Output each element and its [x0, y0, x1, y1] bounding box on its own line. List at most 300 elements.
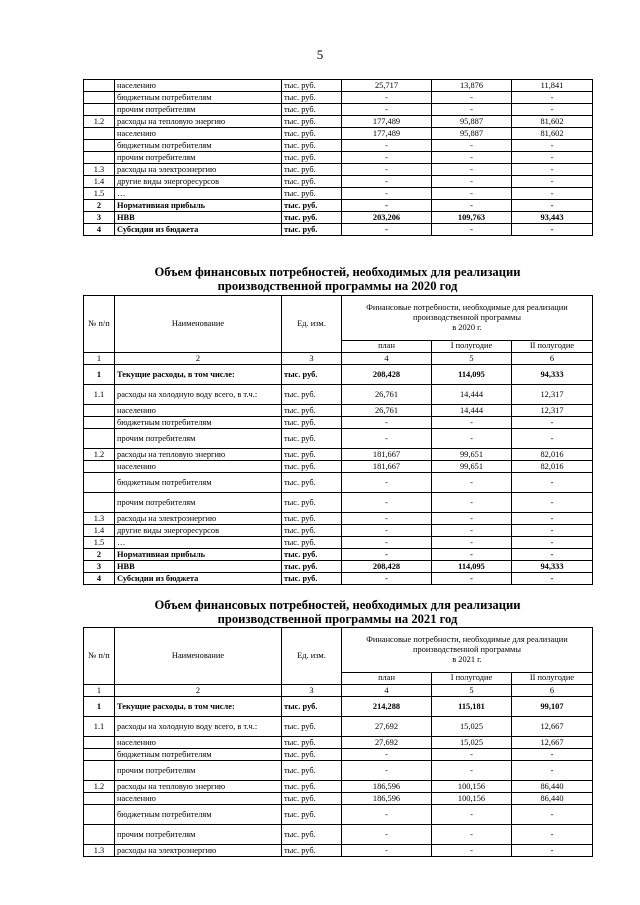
row-second-half-value: -: [512, 473, 593, 493]
row-name: другие виды энергоресурсов: [115, 176, 282, 188]
row-plan-value: -: [342, 473, 432, 493]
row-unit: тыс. руб.: [282, 200, 342, 212]
row-first-half-value: 109,763: [432, 212, 512, 224]
finance-table-2020: [83, 295, 593, 585]
row-first-half-value: -: [432, 761, 512, 781]
row-first-half-value: 100,156: [432, 793, 512, 805]
row-name: бюджетным потребителям: [115, 805, 282, 825]
row-unit: тыс. руб.: [282, 573, 342, 585]
table-row: [84, 805, 593, 825]
row-plan-value: -: [342, 805, 432, 825]
row-first-half-value: -: [432, 164, 512, 176]
row-second-half-value: 12,317: [512, 385, 593, 405]
row-unit: тыс. руб.: [282, 188, 342, 200]
header-group-line3: в 2020 г.: [452, 322, 482, 332]
header-group-line1: Финансовые потребности, необходимые для реализации: [366, 302, 568, 312]
row-plan-value: -: [342, 761, 432, 781]
row-unit: тыс. руб.: [282, 449, 342, 461]
row-name: расходы на тепловую энергию: [115, 449, 282, 461]
row-unit: тыс. руб.: [282, 92, 342, 104]
row-number: [84, 737, 115, 749]
row-unit: тыс. руб.: [282, 417, 342, 429]
row-first-half-value: 115,181: [432, 697, 512, 717]
row-name: расходы на электроэнергию: [115, 513, 282, 525]
row-number: [84, 493, 115, 513]
row-unit: тыс. руб.: [282, 461, 342, 473]
row-unit: тыс. руб.: [282, 405, 342, 417]
row-unit: тыс. руб.: [282, 140, 342, 152]
row-first-half-value: -: [432, 200, 512, 212]
header-h2: II полугодие: [512, 340, 593, 352]
row-first-half-value: 95,887: [432, 128, 512, 140]
row-second-half-value: -: [512, 104, 593, 116]
row-unit: тыс. руб.: [282, 212, 342, 224]
section-title-2020: [83, 265, 592, 293]
row-unit: тыс. руб.: [282, 845, 342, 857]
row-second-half-value: -: [512, 749, 593, 761]
section-title-2020-line2: производственной программы на 2020 год: [217, 279, 458, 293]
row-name: расходы на электроэнергию: [115, 845, 282, 857]
row-first-half-value: -: [432, 513, 512, 525]
row-name: расходы на тепловую энергию: [115, 781, 282, 793]
table-row: [84, 461, 593, 473]
table-row: [84, 405, 593, 417]
table-row: [84, 417, 593, 429]
row-number: [84, 473, 115, 493]
row-unit: тыс. руб.: [282, 513, 342, 525]
row-number: [84, 805, 115, 825]
row-unit: тыс. руб.: [282, 737, 342, 749]
row-number: [84, 429, 115, 449]
row-first-half-value: 14,444: [432, 405, 512, 417]
row-number: 1: [84, 365, 115, 385]
row-name: населению: [115, 737, 282, 749]
header-h1: I полугодие: [432, 340, 512, 352]
row-unit: тыс. руб.: [282, 164, 342, 176]
header-unit: Ед. изм.: [282, 296, 342, 353]
col-number: 2: [115, 685, 282, 697]
row-plan-value: 208,428: [342, 365, 432, 385]
row-number: 1.2: [84, 781, 115, 793]
row-first-half-value: 114,095: [432, 561, 512, 573]
row-number: [84, 128, 115, 140]
row-number: 1: [84, 697, 115, 717]
row-unit: тыс. руб.: [282, 781, 342, 793]
row-number: 1.4: [84, 176, 115, 188]
col-number: 3: [282, 685, 342, 697]
row-second-half-value: -: [512, 549, 593, 561]
row-plan-value: -: [342, 429, 432, 449]
row-number: 2: [84, 549, 115, 561]
row-plan-value: -: [342, 140, 432, 152]
header-name: Наименование: [115, 628, 282, 685]
table-row: [84, 429, 593, 449]
table-row: [84, 104, 593, 116]
row-first-half-value: -: [432, 749, 512, 761]
row-second-half-value: -: [512, 92, 593, 104]
row-first-half-value: -: [432, 188, 512, 200]
row-number: 1.1: [84, 717, 115, 737]
row-plan-value: -: [342, 188, 432, 200]
row-first-half-value: -: [432, 417, 512, 429]
row-second-half-value: 12,667: [512, 737, 593, 749]
row-number: 4: [84, 573, 115, 585]
row-plan-value: -: [342, 200, 432, 212]
row-plan-value: -: [342, 525, 432, 537]
table-row: [84, 176, 593, 188]
row-second-half-value: -: [512, 417, 593, 429]
row-name: Нормативная прибыль: [115, 549, 282, 561]
row-second-half-value: 82,016: [512, 461, 593, 473]
row-number: 1.3: [84, 845, 115, 857]
row-first-half-value: -: [432, 176, 512, 188]
row-unit: тыс. руб.: [282, 176, 342, 188]
row-first-half-value: -: [432, 104, 512, 116]
row-plan-value: -: [342, 493, 432, 513]
table-row: [84, 365, 593, 385]
table-row: [84, 80, 593, 92]
row-name: НВВ: [115, 212, 282, 224]
row-second-half-value: 11,841: [512, 80, 593, 92]
header-group-line1: Финансовые потребности, необходимые для реализации: [366, 634, 568, 644]
finance-table-2020-body: [84, 365, 593, 585]
row-plan-value: 186,596: [342, 793, 432, 805]
row-second-half-value: -: [512, 429, 593, 449]
row-name: бюджетным потребителям: [115, 417, 282, 429]
row-second-half-value: -: [512, 525, 593, 537]
page-number: 5: [316, 47, 324, 62]
row-name: Субсидии из бюджета: [115, 224, 282, 236]
row-unit: тыс. руб.: [282, 116, 342, 128]
row-number: 2: [84, 200, 115, 212]
row-unit: тыс. руб.: [282, 429, 342, 449]
row-name: населению: [115, 461, 282, 473]
row-first-half-value: -: [432, 805, 512, 825]
column-numbers-row: [84, 353, 593, 365]
header-plan: план: [342, 340, 432, 352]
row-name: населению: [115, 128, 282, 140]
row-name: населению: [115, 793, 282, 805]
table-row: [84, 513, 593, 525]
row-first-half-value: 15,025: [432, 737, 512, 749]
row-unit: тыс. руб.: [282, 525, 342, 537]
header-h2: II полугодие: [512, 672, 593, 684]
row-second-half-value: 12,667: [512, 717, 593, 737]
table-row: [84, 164, 593, 176]
row-second-half-value: 86,440: [512, 781, 593, 793]
row-number: 4: [84, 224, 115, 236]
row-second-half-value: -: [512, 845, 593, 857]
row-first-half-value: 15,025: [432, 717, 512, 737]
row-name: бюджетным потребителям: [115, 749, 282, 761]
row-number: 1.5: [84, 537, 115, 549]
row-number: 1.3: [84, 164, 115, 176]
row-first-half-value: 95,887: [432, 116, 512, 128]
row-first-half-value: -: [432, 140, 512, 152]
row-first-half-value: 100,156: [432, 781, 512, 793]
row-second-half-value: 81,602: [512, 128, 593, 140]
row-plan-value: -: [342, 152, 432, 164]
table-row: [84, 737, 593, 749]
table-row: [84, 573, 593, 585]
row-plan-value: -: [342, 513, 432, 525]
row-name: прочим потребителям: [115, 429, 282, 449]
table-row: [84, 473, 593, 493]
row-number: [84, 749, 115, 761]
row-name: прочим потребителям: [115, 493, 282, 513]
row-plan-value: -: [342, 92, 432, 104]
row-second-half-value: -: [512, 152, 593, 164]
row-first-half-value: -: [432, 537, 512, 549]
row-plan-value: -: [342, 825, 432, 845]
row-plan-value: -: [342, 749, 432, 761]
col-number: 5: [432, 353, 512, 365]
row-number: [84, 80, 115, 92]
row-plan-value: -: [342, 164, 432, 176]
row-second-half-value: 12,317: [512, 405, 593, 417]
row-plan-value: -: [342, 176, 432, 188]
row-number: [84, 761, 115, 781]
row-first-half-value: 99,651: [432, 461, 512, 473]
row-plan-value: 177,489: [342, 116, 432, 128]
row-first-half-value: -: [432, 92, 512, 104]
table-row: [84, 493, 593, 513]
table-row: [84, 537, 593, 549]
row-name: населению: [115, 80, 282, 92]
row-second-half-value: -: [512, 761, 593, 781]
row-unit: тыс. руб.: [282, 128, 342, 140]
col-number: 2: [115, 353, 282, 365]
row-name: …: [115, 188, 282, 200]
row-name: прочим потребителям: [115, 825, 282, 845]
row-plan-value: -: [342, 549, 432, 561]
row-first-half-value: -: [432, 525, 512, 537]
row-unit: тыс. руб.: [282, 104, 342, 116]
table-row: [84, 449, 593, 461]
finance-table-2021-body: [84, 697, 593, 857]
row-unit: тыс. руб.: [282, 493, 342, 513]
table-row: [84, 212, 593, 224]
col-number: 6: [512, 353, 593, 365]
row-second-half-value: -: [512, 176, 593, 188]
row-plan-value: 26,761: [342, 405, 432, 417]
table-row: [84, 152, 593, 164]
table-row: [84, 188, 593, 200]
row-second-half-value: 93,443: [512, 212, 593, 224]
row-number: [84, 793, 115, 805]
row-number: 1.1: [84, 385, 115, 405]
row-second-half-value: -: [512, 188, 593, 200]
row-number: 3: [84, 561, 115, 573]
row-name: НВВ: [115, 561, 282, 573]
row-second-half-value: -: [512, 140, 593, 152]
row-plan-value: 177,489: [342, 128, 432, 140]
row-number: [84, 104, 115, 116]
row-number: [84, 417, 115, 429]
row-second-half-value: -: [512, 493, 593, 513]
row-first-half-value: 13,876: [432, 80, 512, 92]
row-number: [84, 461, 115, 473]
table-row: [84, 128, 593, 140]
row-first-half-value: -: [432, 549, 512, 561]
row-first-half-value: 99,651: [432, 449, 512, 461]
row-unit: тыс. руб.: [282, 537, 342, 549]
header-h1: I полугодие: [432, 672, 512, 684]
table-row: [84, 717, 593, 737]
row-name: другие виды энергоресурсов: [115, 525, 282, 537]
row-name: бюджетным потребителям: [115, 473, 282, 493]
table-row: [84, 200, 593, 212]
table-row: [84, 116, 593, 128]
section-title-2021-line2: производственной программы на 2021 год: [217, 612, 458, 626]
row-plan-value: -: [342, 537, 432, 549]
row-unit: тыс. руб.: [282, 224, 342, 236]
column-numbers-row: [84, 685, 593, 697]
row-unit: тыс. руб.: [282, 805, 342, 825]
row-name: прочим потребителям: [115, 152, 282, 164]
row-plan-value: 181,667: [342, 449, 432, 461]
table-row: [84, 749, 593, 761]
header-group: [342, 296, 593, 341]
row-first-half-value: -: [432, 493, 512, 513]
row-plan-value: 186,596: [342, 781, 432, 793]
row-second-half-value: 94,333: [512, 365, 593, 385]
row-first-half-value: -: [432, 152, 512, 164]
row-number: [84, 405, 115, 417]
col-number: 4: [342, 685, 432, 697]
row-name: Текущие расходы, в том числе:: [115, 365, 282, 385]
row-number: 3: [84, 212, 115, 224]
finance-table-2021: [83, 627, 593, 857]
row-second-half-value: -: [512, 537, 593, 549]
row-name: прочим потребителям: [115, 761, 282, 781]
row-plan-value: 203,206: [342, 212, 432, 224]
row-unit: тыс. руб.: [282, 561, 342, 573]
col-number: 1: [84, 685, 115, 697]
row-unit: тыс. руб.: [282, 697, 342, 717]
header-group-line2: производственной программы: [413, 312, 521, 322]
row-unit: тыс. руб.: [282, 385, 342, 405]
col-number: 1: [84, 353, 115, 365]
row-second-half-value: -: [512, 224, 593, 236]
row-name: населению: [115, 405, 282, 417]
header-num: № п/п: [84, 296, 115, 353]
row-unit: тыс. руб.: [282, 549, 342, 561]
continuation-table-body: [84, 80, 593, 236]
row-first-half-value: -: [432, 825, 512, 845]
row-second-half-value: 81,602: [512, 116, 593, 128]
header-name: Наименование: [115, 296, 282, 353]
table-row: [84, 549, 593, 561]
row-name: Текущие расходы, в том числе:: [115, 697, 282, 717]
row-second-half-value: 99,107: [512, 697, 593, 717]
row-plan-value: -: [342, 845, 432, 857]
row-plan-value: -: [342, 104, 432, 116]
row-plan-value: 26,761: [342, 385, 432, 405]
row-unit: тыс. руб.: [282, 80, 342, 92]
row-unit: тыс. руб.: [282, 761, 342, 781]
col-number: 5: [432, 685, 512, 697]
row-name: Нормативная прибыль: [115, 200, 282, 212]
table-row: [84, 92, 593, 104]
row-second-half-value: -: [512, 805, 593, 825]
col-number: 6: [512, 685, 593, 697]
table-row: [84, 385, 593, 405]
table-row: [84, 561, 593, 573]
row-second-half-value: -: [512, 164, 593, 176]
row-plan-value: 214,288: [342, 697, 432, 717]
table-row: [84, 761, 593, 781]
row-name: расходы на тепловую энергию: [115, 116, 282, 128]
col-number: 4: [342, 353, 432, 365]
row-unit: тыс. руб.: [282, 825, 342, 845]
row-number: 1.2: [84, 449, 115, 461]
row-first-half-value: 14,444: [432, 385, 512, 405]
header-group-line2: производственной программы: [413, 644, 521, 654]
table-row: [84, 224, 593, 236]
table-row: [84, 697, 593, 717]
row-unit: тыс. руб.: [282, 793, 342, 805]
row-first-half-value: 114,095: [432, 365, 512, 385]
row-plan-value: 27,692: [342, 717, 432, 737]
row-name: …: [115, 537, 282, 549]
row-first-half-value: -: [432, 573, 512, 585]
table-row: [84, 845, 593, 857]
row-unit: тыс. руб.: [282, 473, 342, 493]
row-plan-value: -: [342, 224, 432, 236]
row-first-half-value: -: [432, 473, 512, 493]
row-name: бюджетным потребителям: [115, 92, 282, 104]
row-number: 1.4: [84, 525, 115, 537]
row-number: 1.5: [84, 188, 115, 200]
header-num: № п/п: [84, 628, 115, 685]
table-row: [84, 825, 593, 845]
col-number: 3: [282, 353, 342, 365]
table-row: [84, 793, 593, 805]
row-name: прочим потребителям: [115, 104, 282, 116]
table-row: [84, 140, 593, 152]
row-second-half-value: -: [512, 513, 593, 525]
header-unit: Ед. изм.: [282, 628, 342, 685]
row-plan-value: -: [342, 417, 432, 429]
row-second-half-value: 82,016: [512, 449, 593, 461]
section-title-2020-line1: Объем финансовых потребностей, необходимых для реализации: [154, 265, 521, 279]
row-name: Субсидии из бюджета: [115, 573, 282, 585]
row-name: расходы на холодную воду всего, в т.ч.:: [115, 385, 282, 405]
row-plan-value: -: [342, 573, 432, 585]
section-title-2021-line1: Объем финансовых потребностей, необходимых для реализации: [154, 598, 521, 612]
header-group-line3: в 2021 г.: [452, 654, 482, 664]
row-second-half-value: -: [512, 573, 593, 585]
row-first-half-value: -: [432, 224, 512, 236]
row-unit: тыс. руб.: [282, 152, 342, 164]
row-plan-value: 25,717: [342, 80, 432, 92]
row-first-half-value: -: [432, 429, 512, 449]
row-number: 1.3: [84, 513, 115, 525]
header-group: [342, 628, 593, 673]
section-title-2021: [83, 598, 592, 626]
continuation-table: [83, 79, 593, 236]
row-unit: тыс. руб.: [282, 749, 342, 761]
header-plan: план: [342, 672, 432, 684]
row-number: [84, 825, 115, 845]
row-plan-value: 181,667: [342, 461, 432, 473]
row-second-half-value: -: [512, 825, 593, 845]
row-number: [84, 152, 115, 164]
row-name: бюджетным потребителям: [115, 140, 282, 152]
row-number: 1.2: [84, 116, 115, 128]
row-second-half-value: 94,333: [512, 561, 593, 573]
